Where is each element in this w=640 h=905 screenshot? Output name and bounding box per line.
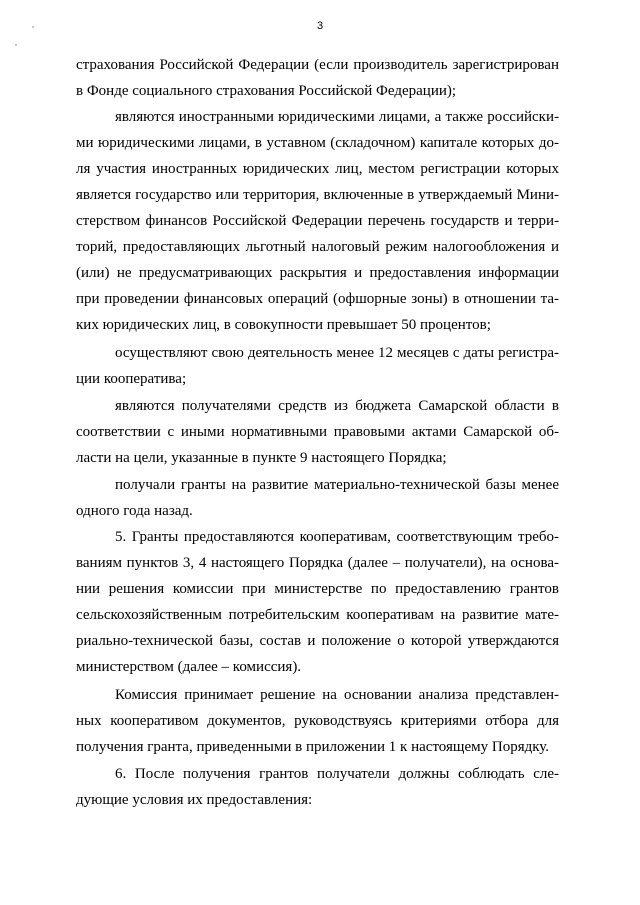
text-line: министерством (далее – комиссия). <box>76 659 302 675</box>
scan-speck <box>15 44 17 46</box>
text-line: сельскохозяйственным потребительским кооперативам на развитие мате- <box>76 607 559 623</box>
text-line: ких юридических лиц, в совокупности превышает 50 процентов; <box>76 317 491 333</box>
page-number: 3 <box>316 20 324 32</box>
text-line: риально-технической базы, состав и положение о которой утверждаются <box>76 633 559 649</box>
text-line: ваниям пунктов 3, 4 настоящего Порядка (далее – получатели), на основа- <box>76 555 559 571</box>
text-line: дующие условия их предоставления: <box>76 792 313 808</box>
text-line: торий, предоставляющих льготный налоговый режим налогообложения и <box>76 239 559 255</box>
text-line: ных кооперативом документов, руководствуясь критериями отбора для <box>76 713 559 729</box>
text-line: осуществляют свою деятельность менее 12 месяцев с даты регистра- <box>115 345 559 361</box>
text-line: ми юридическими лицами, в уставном (складочном) капитале которых до- <box>76 135 559 151</box>
text-line: получали гранты на развитие материально-технической базы менее <box>115 477 559 493</box>
text-line: Комиссия принимает решение на основании анализа представлен- <box>115 687 559 703</box>
text-line: нии решения комиссии при министерстве по предоставлению грантов <box>76 581 559 597</box>
text-line: являются иностранными юридическими лицами, а также российски- <box>115 109 559 125</box>
text-line: является государство или территория, включенные в утверждаемый Мини- <box>76 187 559 203</box>
text-line: ля участия иностранных юридических лиц, местом регистрации которых <box>76 161 559 177</box>
text-line: 5. Гранты предоставляются кооперативам, соответствующим требо- <box>115 529 559 545</box>
text-line: одного года назад. <box>76 503 193 519</box>
text-line: ласти на цели, указанные в пункте 9 настоящего Порядка; <box>76 450 447 466</box>
text-line: получения гранта, приведенными в приложении 1 к настоящему Порядку. <box>76 739 550 755</box>
text-line: 6. После получения грантов получатели должны соблюдать сле- <box>115 766 559 782</box>
text-line: в Фонде социального страхования Российской Федерации); <box>76 83 457 99</box>
text-line: стерством финансов Российской Федерации перечень государств и терри- <box>76 213 559 229</box>
text-line: (или) не предусматривающих раскрытия и предоставления информации <box>76 265 559 281</box>
text-line: при проведении финансовых операций (офшорные зоны) в отношении та- <box>76 291 559 307</box>
text-line: ции кооператива; <box>76 371 187 387</box>
text-line: страхования Российской Федерации (если производитель зарегистрирован <box>76 57 559 73</box>
text-line: являются получателями средств из бюджета Самарской области в <box>115 398 559 414</box>
text-line: соответствии с иными нормативными правовыми актами Самарской об- <box>76 424 559 440</box>
